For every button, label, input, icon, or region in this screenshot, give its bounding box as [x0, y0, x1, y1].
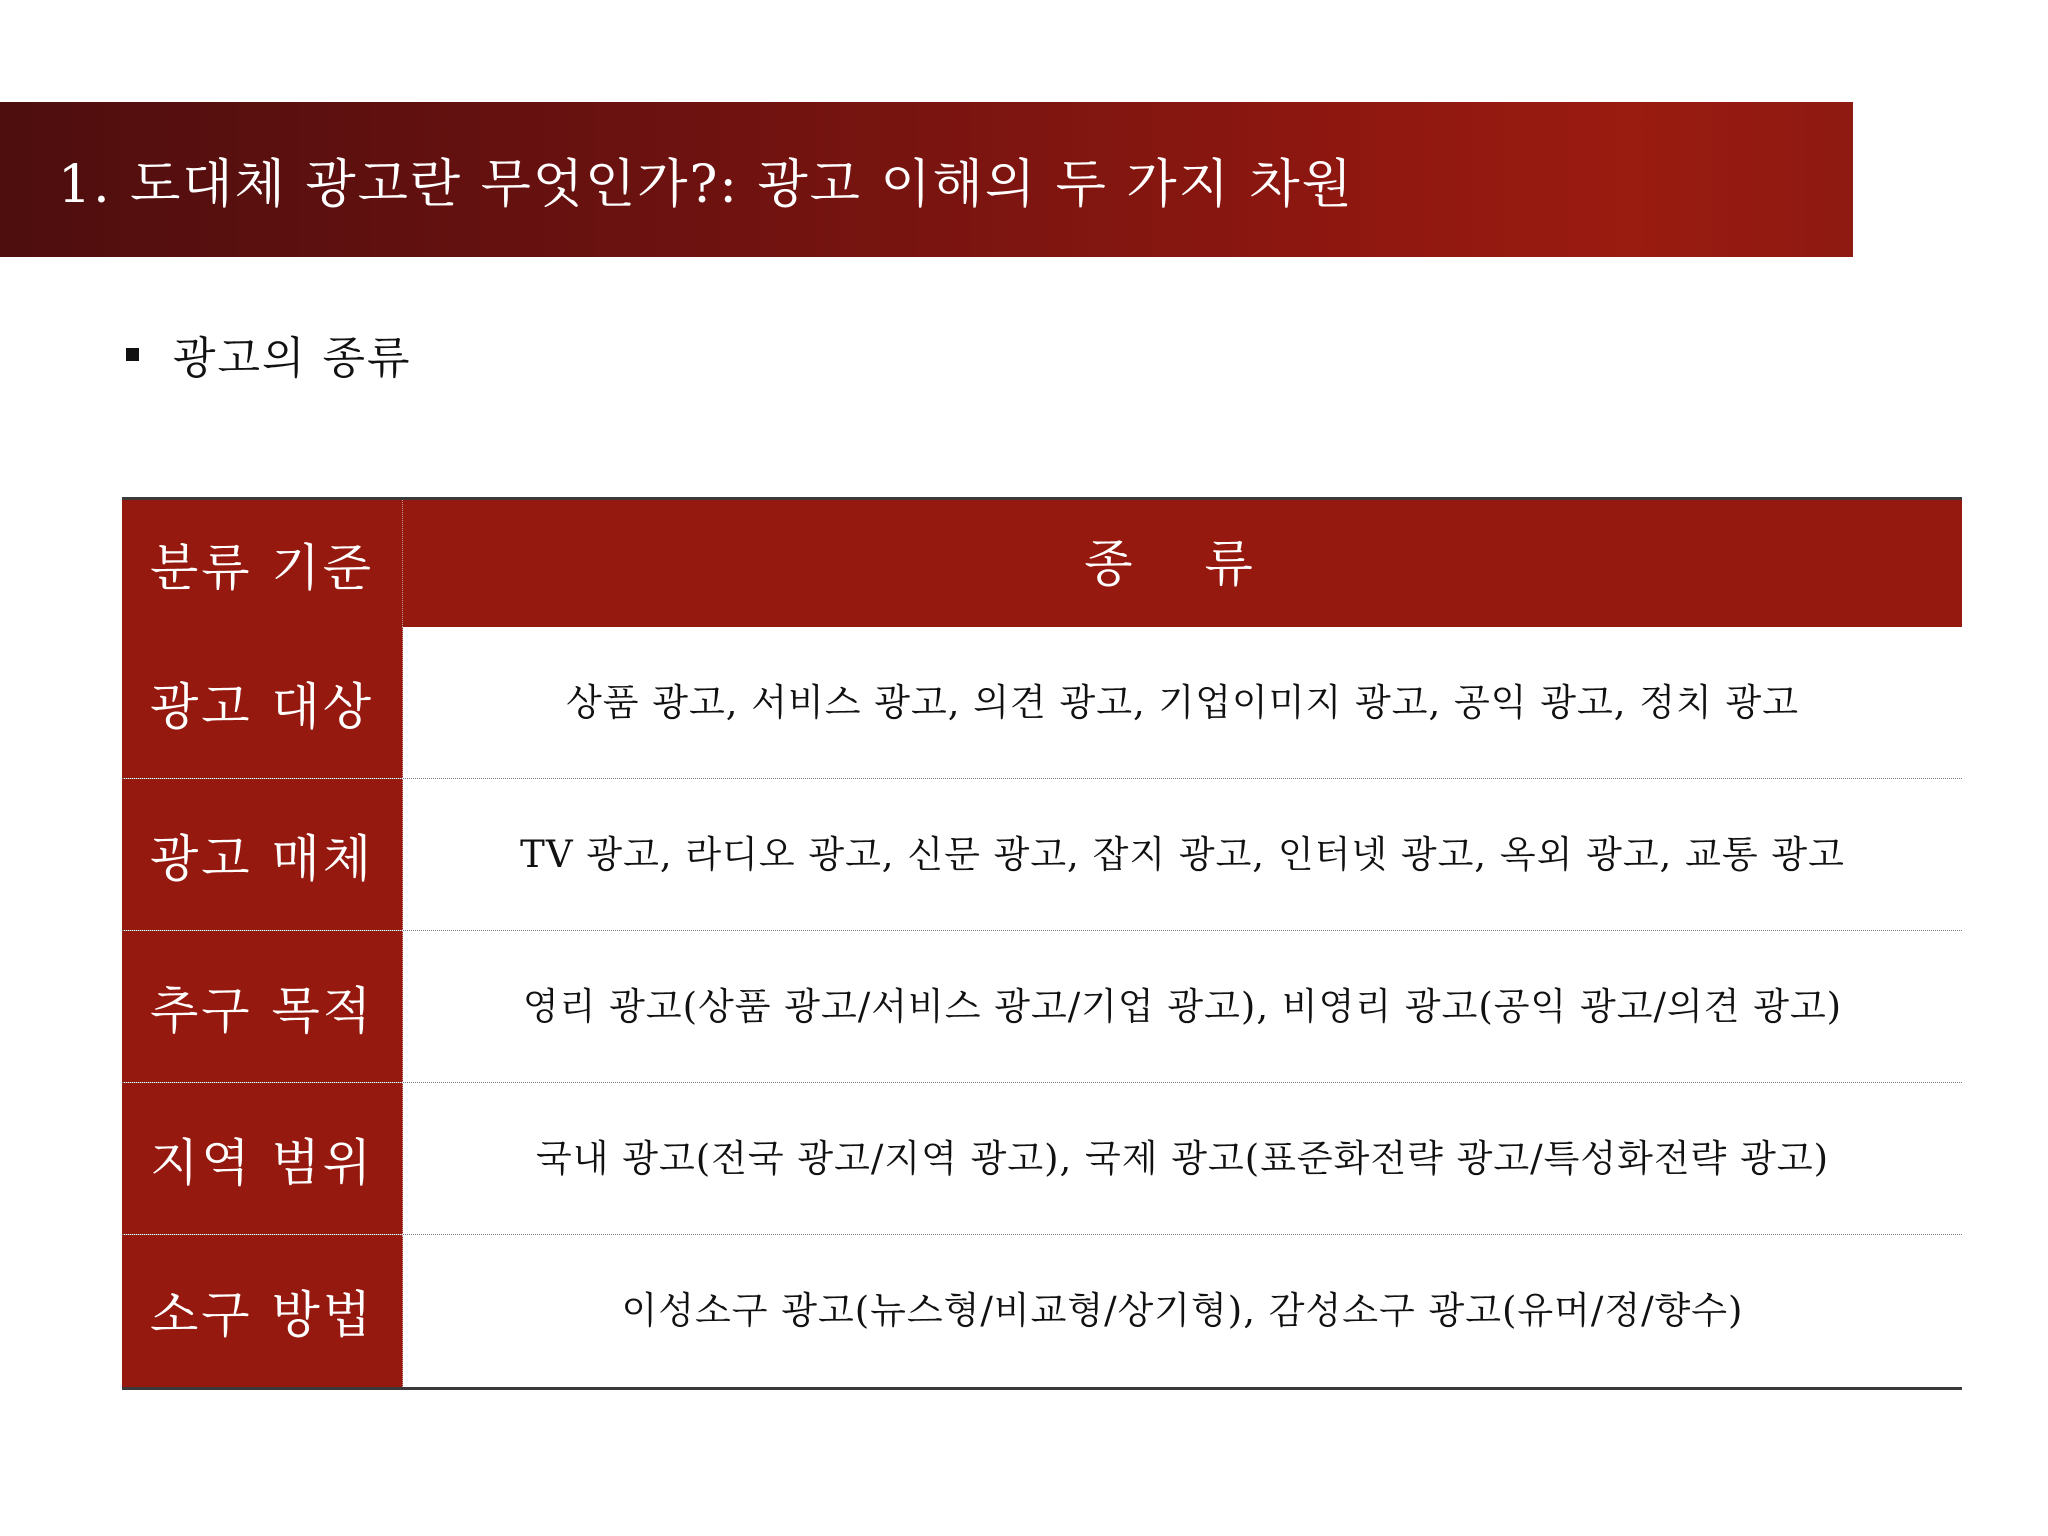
row-value-cell: 상품 광고, 서비스 광고, 의견 광고, 기업이미지 광고, 공익 광고, 정치 광고 [566, 680, 1799, 724]
table-header-row [122, 500, 1962, 627]
row-key-cell: 광고 대상 [122, 627, 403, 778]
table-row [122, 1083, 1962, 1235]
row-value-cell: 영리 광고(상품 광고/서비스 광고/기업 광고), 비영리 광고(공익 광고/의견 광고) [522, 984, 1843, 1028]
ad-types-table [122, 497, 1962, 1390]
table-row [122, 1235, 1962, 1387]
row-value-cell: TV 광고, 라디오 광고, 신문 광고, 잡지 광고, 인터넷 광고, 옥외 광고, 교통 광고 [520, 832, 1845, 876]
row-value-cell: 이성소구 광고(뉴스형/비교형/상기형), 감성소구 광고(유머/정/향수) [621, 1289, 1744, 1332]
table-row [122, 931, 1962, 1083]
table-row [122, 779, 1962, 931]
header-key-cell: 분류 기준 [122, 500, 403, 627]
title-bar [0, 102, 1853, 257]
slide-title: 1. 도대체 광고란 무엇인가?: 광고 이해의 두 가지 차원 [58, 155, 1354, 215]
row-key-cell: 지역 범위 [122, 1083, 403, 1234]
table-row [122, 627, 1962, 779]
subheading [126, 322, 412, 386]
header-value-cell: 종 류 [1084, 534, 1281, 593]
row-key-cell: 소구 방법 [122, 1235, 403, 1387]
subheading-text: 광고의 종류 [173, 333, 412, 384]
row-key-cell: 광고 매체 [122, 779, 403, 930]
row-value-cell: 국내 광고(전국 광고/지역 광고), 국제 광고(표준화전략 광고/특성화전략 광고) [535, 1136, 1830, 1180]
row-key-cell: 추구 목적 [122, 931, 403, 1082]
square-bullet-icon [126, 348, 139, 361]
